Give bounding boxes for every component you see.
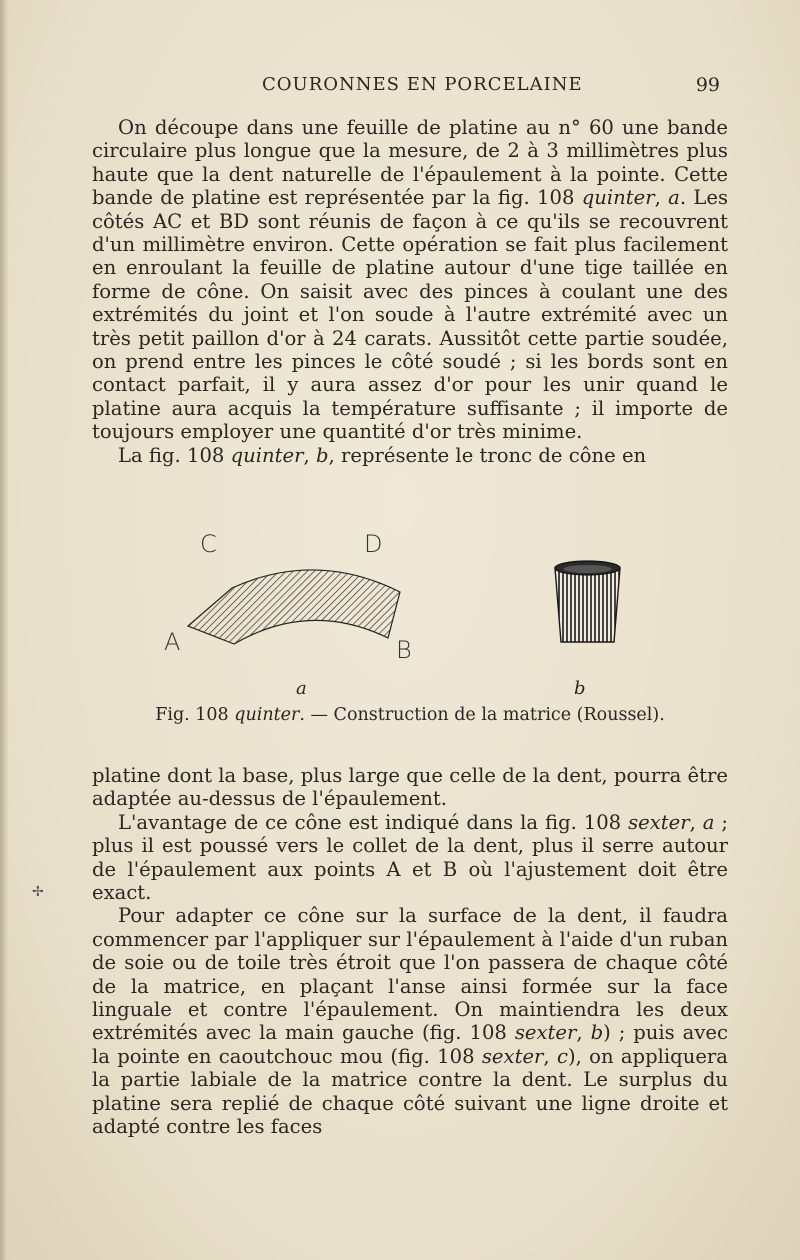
label-b: B (396, 636, 412, 664)
page-edge (0, 0, 8, 1260)
margin-mark: ✢ (32, 884, 44, 900)
caption-prefix: Fig. 108 (155, 705, 235, 725)
paragraph (92, 444, 728, 467)
text-run: platine dont la base, plus large que celle de la dent, pourra être adaptée au-dessus de l'épaulement. (92, 764, 728, 811)
sub-label-a: a (296, 678, 307, 699)
paragraph (92, 904, 728, 1138)
sub-label-b: b (574, 678, 586, 699)
running-title: COURONNES EN PORCELAINE (262, 74, 583, 95)
paragraph (92, 116, 728, 444)
text-run: On découpe dans une feuille de platine au n° 60 une bande circulaire plus longue que la mesure, de 2 à 3 millimètres plus haute que la dent naturelle de l'épaulement à la pointe. Cette bande de platine est représentée par la fig. 108 (92, 116, 728, 210)
label-a: A (164, 628, 181, 656)
text-block-top (92, 116, 728, 467)
text-run: , (543, 1044, 557, 1068)
text-run: . Les côtés AC et BD sont réunis de façon à ce qu'ils se recouvrent d'un millimètre environ. Cette opération se fait plus facilement en enroulant la feuille de platine autour d'une tige taillée en forme de cône. On saisit avec des pinces à coulant une des extrémités du joint et l'on soude à l'autre extrémité avec un très petit paillon d'or à 24 carats. Aussitôt cette partie soudée, on prend entre les pinces le côté soudé ; si les bords sont en contact parfait, il y aura assez d'or pour les unir quand le platine aura acquis la température suffisante ; il importe de toujours employer une quantité d'or très minime. (92, 186, 728, 444)
figure-drawing (150, 530, 670, 690)
italic-run: b (315, 443, 329, 467)
italic-run: sexter (628, 810, 690, 834)
italic-run: sexter (481, 1044, 544, 1068)
text-run: , (303, 443, 316, 467)
caption-italic: quinter (234, 705, 300, 725)
truncated-cone-b (555, 561, 620, 642)
italic-run: a (702, 810, 715, 834)
italic-run: quinter (230, 443, 304, 467)
text-run: ), on appliquera la partie labiale de la matrice contre la dent. Le surplus du platine sera replié de chaque côté suivant une ligne droite et adapté contre les faces (92, 1044, 728, 1139)
text-run: , représente le tronc de cône en (328, 443, 647, 467)
italic-run: quinter (581, 186, 655, 210)
text-run: Pour adapter ce cône sur la surface de la dent, il faudra commencer par l'appliquer sur l'épaulement à l'aide d'un ruban de soie ou de toile très étroit que l'on passera de chaque côté de la matrice, en plaçant l'anse ainsi formée sur la face linguale et contre l'épaulement. On maintiendra les deux extrémités avec la main gauche (fig. 108 (92, 904, 728, 1045)
paragraph (92, 811, 728, 905)
label-d: D (364, 530, 383, 558)
paragraph (92, 764, 728, 811)
italic-run: a (668, 186, 680, 210)
caption-suffix: . — Construction de la matrice (Roussel). (299, 705, 665, 725)
italic-run: b (590, 1021, 604, 1045)
text-run: La fig. 108 (118, 443, 231, 467)
italic-run: sexter (514, 1021, 577, 1045)
text-run: ) ; puis avec la pointe en caoutchouc mou (fig. 108 (92, 1021, 729, 1068)
platinum-strip-a (188, 570, 400, 644)
text-run: , (576, 1021, 591, 1045)
figure-108-quinter (150, 530, 670, 699)
figure-caption (92, 705, 728, 725)
label-c: C (200, 530, 217, 558)
text-run: ; plus il est poussé vers le collet de la dent, plus il serre autour de l'épaulement aux points A et B où l'ajustement doit être exact. (92, 810, 728, 905)
text-run: , (654, 186, 669, 210)
text-run: , (689, 810, 703, 834)
text-block-bottom (92, 764, 728, 1139)
text-run: L'avantage de ce cône est indiqué dans la fig. 108 (118, 810, 629, 834)
italic-run: c (556, 1044, 568, 1068)
page-number: 99 (695, 74, 720, 96)
page-header (92, 74, 720, 100)
